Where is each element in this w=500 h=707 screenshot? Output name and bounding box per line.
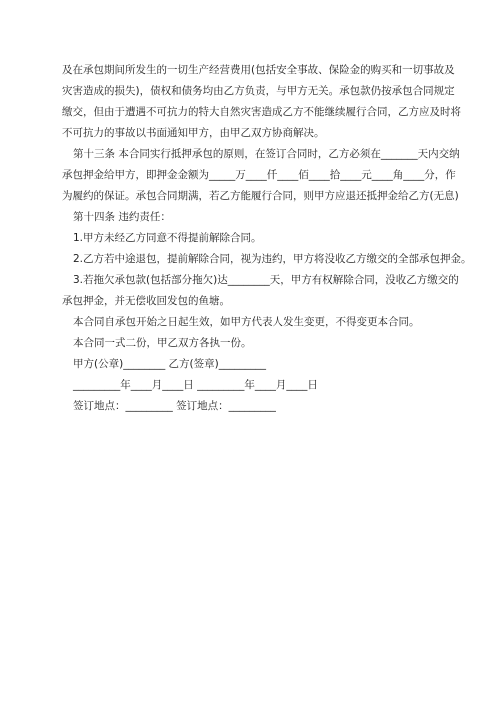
article-13-heading-line: 第十三条 本合同实行抵押承包的原则，在签订合同时，乙方必须在_______天内交纳 <box>73 148 460 160</box>
contract-body <box>62 60 472 417</box>
text-line: 缴交，但由于遭遇不可抗力的特大自然灾害造成乙方不能继续履行合同，乙方应及时将 <box>62 106 461 118</box>
paragraph-cost-clause <box>62 60 461 144</box>
breach-clause-2: 2.乙方若中途退包，提前解除合同，视为违约，甲方将没收乙方缴交的全部承包押金。 <box>73 253 472 265</box>
text-line: 灾害造成的损失)，债权和债务均由乙方负责，与甲方无关。承包款仍按承包合同规定 <box>62 85 455 97</box>
copies-clause: 本合同一式二份，甲乙双方各执一份。 <box>73 337 252 349</box>
breach-clause-3 <box>62 270 459 312</box>
text-line: 为履约的保证。承包合同期满，若乙方能履行合同，则甲方应退还抵押金给乙方(无息) <box>62 190 459 202</box>
text-line: 不可抗力的事故以书面通知甲方，由甲乙双方协商解决。 <box>62 127 325 139</box>
paragraph-article-13 <box>62 144 460 207</box>
date-line: _________年____月____日 _________年____月____日 <box>73 379 318 391</box>
article-14-heading: 第十四条 违约责任： <box>73 211 171 223</box>
text-line: 及在承包期间所发生的一切生产经营费用(包括安全事故、保险金的购买和一切事故及 <box>62 64 455 76</box>
signing-place-line: 签订地点：_________ 签订地点：_________ <box>73 400 276 412</box>
breach-clause-1: 1.甲方未经乙方同意不得提前解除合同。 <box>73 232 262 244</box>
effective-clause: 本合同自承包开始之日起生效，如甲方代表人发生变更，不得变更本合同。 <box>73 316 420 328</box>
text-line: 3.若拖欠承包款(包括部分拖欠)达________天，甲方有权解除合同，没收乙方缴交的 <box>73 274 459 286</box>
text-line: 承包押金，并无偿收回发包的鱼塘。 <box>62 295 230 307</box>
text-line: 承包押金给甲方，即押金金额为_____万____仟____佰____拾____元____角____分，作 <box>62 169 456 181</box>
signature-line: 甲方(公章)________ 乙方(签章)_________ <box>73 358 266 370</box>
